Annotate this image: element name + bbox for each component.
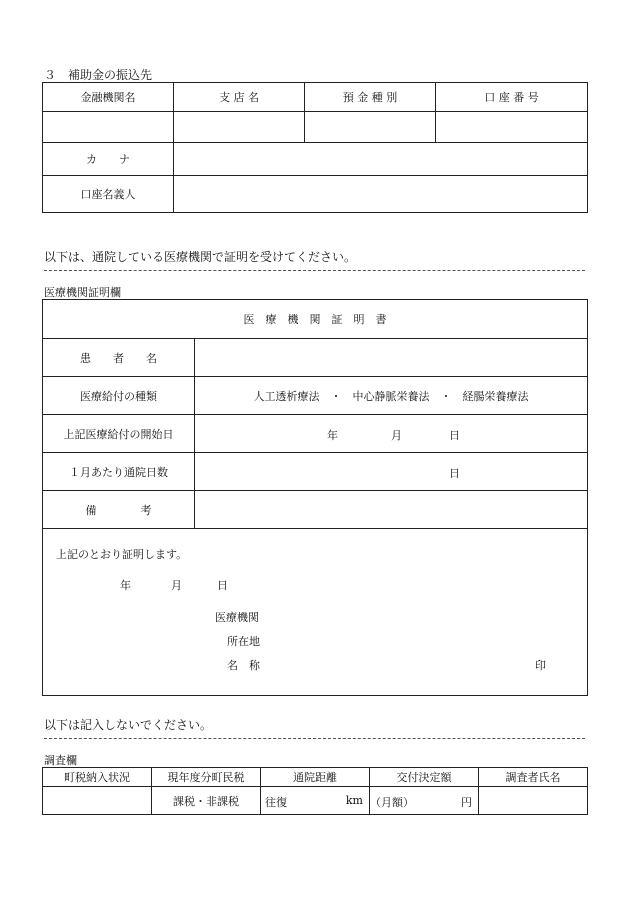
amount-prefix: （月額） (370, 796, 414, 809)
section-3-heading: ３ 補助金の振込先 (44, 68, 153, 82)
medical-instruction: 以下は、通院している医療機関で証明を受けてください。 (44, 250, 357, 264)
certification-year: 年 (120, 579, 131, 592)
start-date-day: 日 (449, 429, 460, 442)
start-date-year: 年 (327, 429, 338, 442)
divider (44, 270, 585, 271)
certification-statement: 上記のとおり証明します。 (56, 548, 188, 561)
name-label: 名 称 (227, 659, 260, 672)
investigator-header: 調査者氏名 (479, 768, 588, 787)
grant-amount-header: 交付決定額 (370, 768, 479, 787)
institution-label: 医療機関 (215, 611, 259, 624)
remarks-field[interactable] (195, 491, 588, 529)
deposit-type-header: 預 金 種 別 (305, 83, 436, 112)
distance-prefix: 往復 (265, 796, 287, 809)
resident-tax-header: 現年度分町民税 (152, 768, 261, 787)
start-date-field[interactable] (195, 415, 588, 453)
account-number-field[interactable] (436, 112, 588, 143)
start-date-label: 上記医療給付の開始日 (43, 415, 195, 453)
branch-name-header: 支 店 名 (174, 83, 305, 112)
benefit-type-options[interactable]: 人工透析療法 ・ 中心静脈栄養法 ・ 経腸栄養療法 (195, 377, 588, 415)
benefit-type-label: 医療給付の種類 (43, 377, 195, 415)
monthly-visits-field[interactable] (195, 453, 588, 491)
survey-section-label: 調査欄 (44, 754, 77, 767)
kana-label: カ ナ (43, 143, 174, 176)
seal-mark: 印 (535, 659, 546, 672)
bank-name-field[interactable] (43, 112, 174, 143)
resident-tax-options[interactable]: 課税・非課税 (152, 787, 261, 815)
distance-field[interactable] (261, 787, 370, 815)
do-not-fill-instruction: 以下は記入しないでください。 (44, 718, 213, 732)
certification-block (43, 529, 588, 696)
bank-name-header: 金融機関名 (43, 83, 174, 112)
certification-day: 日 (217, 579, 228, 592)
divider (44, 738, 585, 739)
investigator-field[interactable] (479, 787, 588, 815)
distance-unit: km (345, 794, 363, 807)
remarks-label: 備 考 (43, 491, 195, 529)
amount-unit: 円 (461, 796, 472, 809)
account-number-header: 口 座 番 号 (436, 83, 588, 112)
certificate-title: 医 療 機 関 証 明 書 (43, 300, 588, 339)
patient-name-label: 患 者 名 (43, 339, 195, 377)
grant-amount-field[interactable] (370, 787, 479, 815)
patient-name-field[interactable] (195, 339, 588, 377)
kana-field[interactable] (174, 143, 588, 176)
medical-certificate-table (42, 299, 588, 696)
branch-name-field[interactable] (174, 112, 305, 143)
survey-table (42, 767, 588, 815)
account-holder-field[interactable] (174, 176, 588, 213)
tax-payment-field[interactable] (43, 787, 152, 815)
address-label: 所在地 (227, 635, 260, 648)
start-date-month: 月 (391, 429, 402, 442)
monthly-visits-label: １月あたり通院日数 (43, 453, 195, 491)
account-holder-label: 口座名義人 (43, 176, 174, 213)
tax-payment-header: 町税納入状況 (43, 768, 152, 787)
medical-section-label: 医療機関証明欄 (44, 286, 121, 299)
deposit-type-field[interactable] (305, 112, 436, 143)
certification-month: 月 (171, 579, 182, 592)
distance-header: 通院距離 (261, 768, 370, 787)
monthly-visits-unit: 日 (449, 467, 460, 480)
bank-transfer-table (42, 82, 588, 213)
